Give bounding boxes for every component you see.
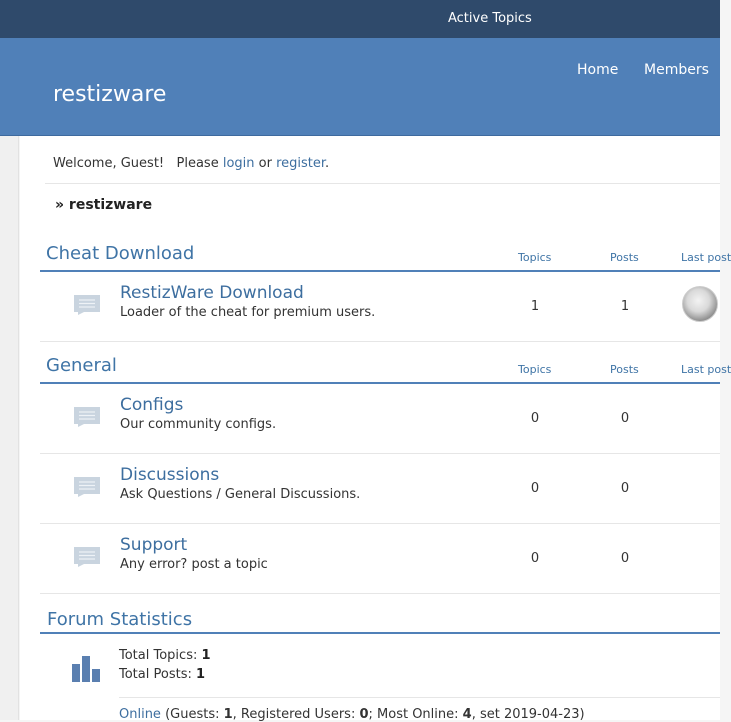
forum-description: Our community configs.: [120, 417, 277, 432]
forum-description: Loader of the cheat for premium users.: [120, 305, 376, 320]
welcome-suffix: .: [325, 156, 330, 171]
welcome-bar: [53, 156, 329, 171]
welcome-or: or: [254, 156, 277, 171]
guests-label: (Guests:: [160, 707, 224, 722]
forum-chat-icon: [74, 295, 100, 315]
site-brand[interactable]: restizware: [53, 82, 167, 107]
row-divider: [40, 593, 720, 594]
forum-topics-count: 0: [530, 481, 540, 496]
col-head-last-post: Last post: [681, 251, 731, 264]
category-underline: [40, 270, 720, 272]
forum-description: Any error? post a topic: [120, 557, 268, 572]
stats-divider: [119, 697, 720, 698]
registered-count: 0: [359, 707, 369, 722]
forum-description: Ask Questions / General Discussions.: [120, 487, 361, 502]
col-head-posts: Posts: [610, 251, 639, 264]
row-divider: [40, 523, 720, 524]
forum-posts-count: 1: [620, 299, 630, 314]
online-stats: [119, 707, 585, 722]
forum-posts-count: 0: [620, 411, 630, 426]
total-posts-value: 1: [195, 667, 206, 682]
forum-link-restizware-download[interactable]: RestizWare Download: [120, 283, 304, 303]
nav-members[interactable]: Members: [644, 62, 709, 78]
stats-underline: [40, 632, 720, 634]
col-head-posts: Posts: [610, 363, 639, 376]
total-topics-label: Total Topics:: [119, 648, 202, 663]
breadcrumb[interactable]: » restizware: [55, 197, 153, 213]
bar-chart-icon: [72, 656, 100, 682]
col-head-last-post: Last post: [681, 363, 731, 376]
forum-topics-count: 1: [530, 299, 540, 314]
forum-link-support[interactable]: Support: [120, 535, 188, 555]
welcome-text: Welcome, Guest! Please: [53, 156, 223, 171]
row-divider: [40, 341, 720, 342]
forum-topics-count: 0: [530, 551, 540, 566]
stats-title: Forum Statistics: [47, 609, 193, 630]
login-link[interactable]: login: [222, 156, 255, 171]
divider: [45, 183, 720, 184]
most-online-date: , set 2019-04-23): [471, 707, 585, 722]
col-head-topics: Topics: [518, 251, 552, 264]
guests-count: 1: [223, 707, 233, 722]
forum-posts-count: 0: [620, 481, 630, 496]
total-topics-value: 1: [201, 648, 211, 663]
online-link[interactable]: Online: [119, 707, 161, 722]
top-bar: [0, 0, 720, 38]
most-online-count: 4: [462, 707, 472, 722]
last-post-avatar[interactable]: [682, 286, 718, 322]
nav-home[interactable]: Home: [577, 62, 619, 78]
category-title-general[interactable]: General: [46, 355, 117, 376]
category-title-cheat-download[interactable]: Cheat Download: [46, 243, 195, 264]
row-divider: [40, 453, 720, 454]
forum-link-configs[interactable]: Configs: [120, 395, 184, 415]
active-topics-link[interactable]: Active Topics: [448, 11, 532, 26]
forum-chat-icon: [74, 407, 100, 427]
register-link[interactable]: register: [276, 156, 326, 171]
forum-chat-icon: [74, 477, 100, 497]
forum-link-discussions[interactable]: Discussions: [120, 465, 220, 485]
total-topics: [119, 648, 211, 663]
category-underline: [40, 382, 720, 384]
left-gutter: [0, 136, 19, 720]
site-header: [0, 38, 720, 136]
forum-posts-count: 0: [620, 551, 630, 566]
forum-topics-count: 0: [530, 411, 540, 426]
forum-chat-icon: [74, 547, 100, 567]
registered-label: , Registered Users:: [232, 707, 360, 722]
total-posts-label: Total Posts:: [119, 667, 196, 682]
col-head-topics: Topics: [518, 363, 552, 376]
most-online-label: ; Most Online:: [368, 707, 463, 722]
total-posts: [119, 667, 205, 682]
